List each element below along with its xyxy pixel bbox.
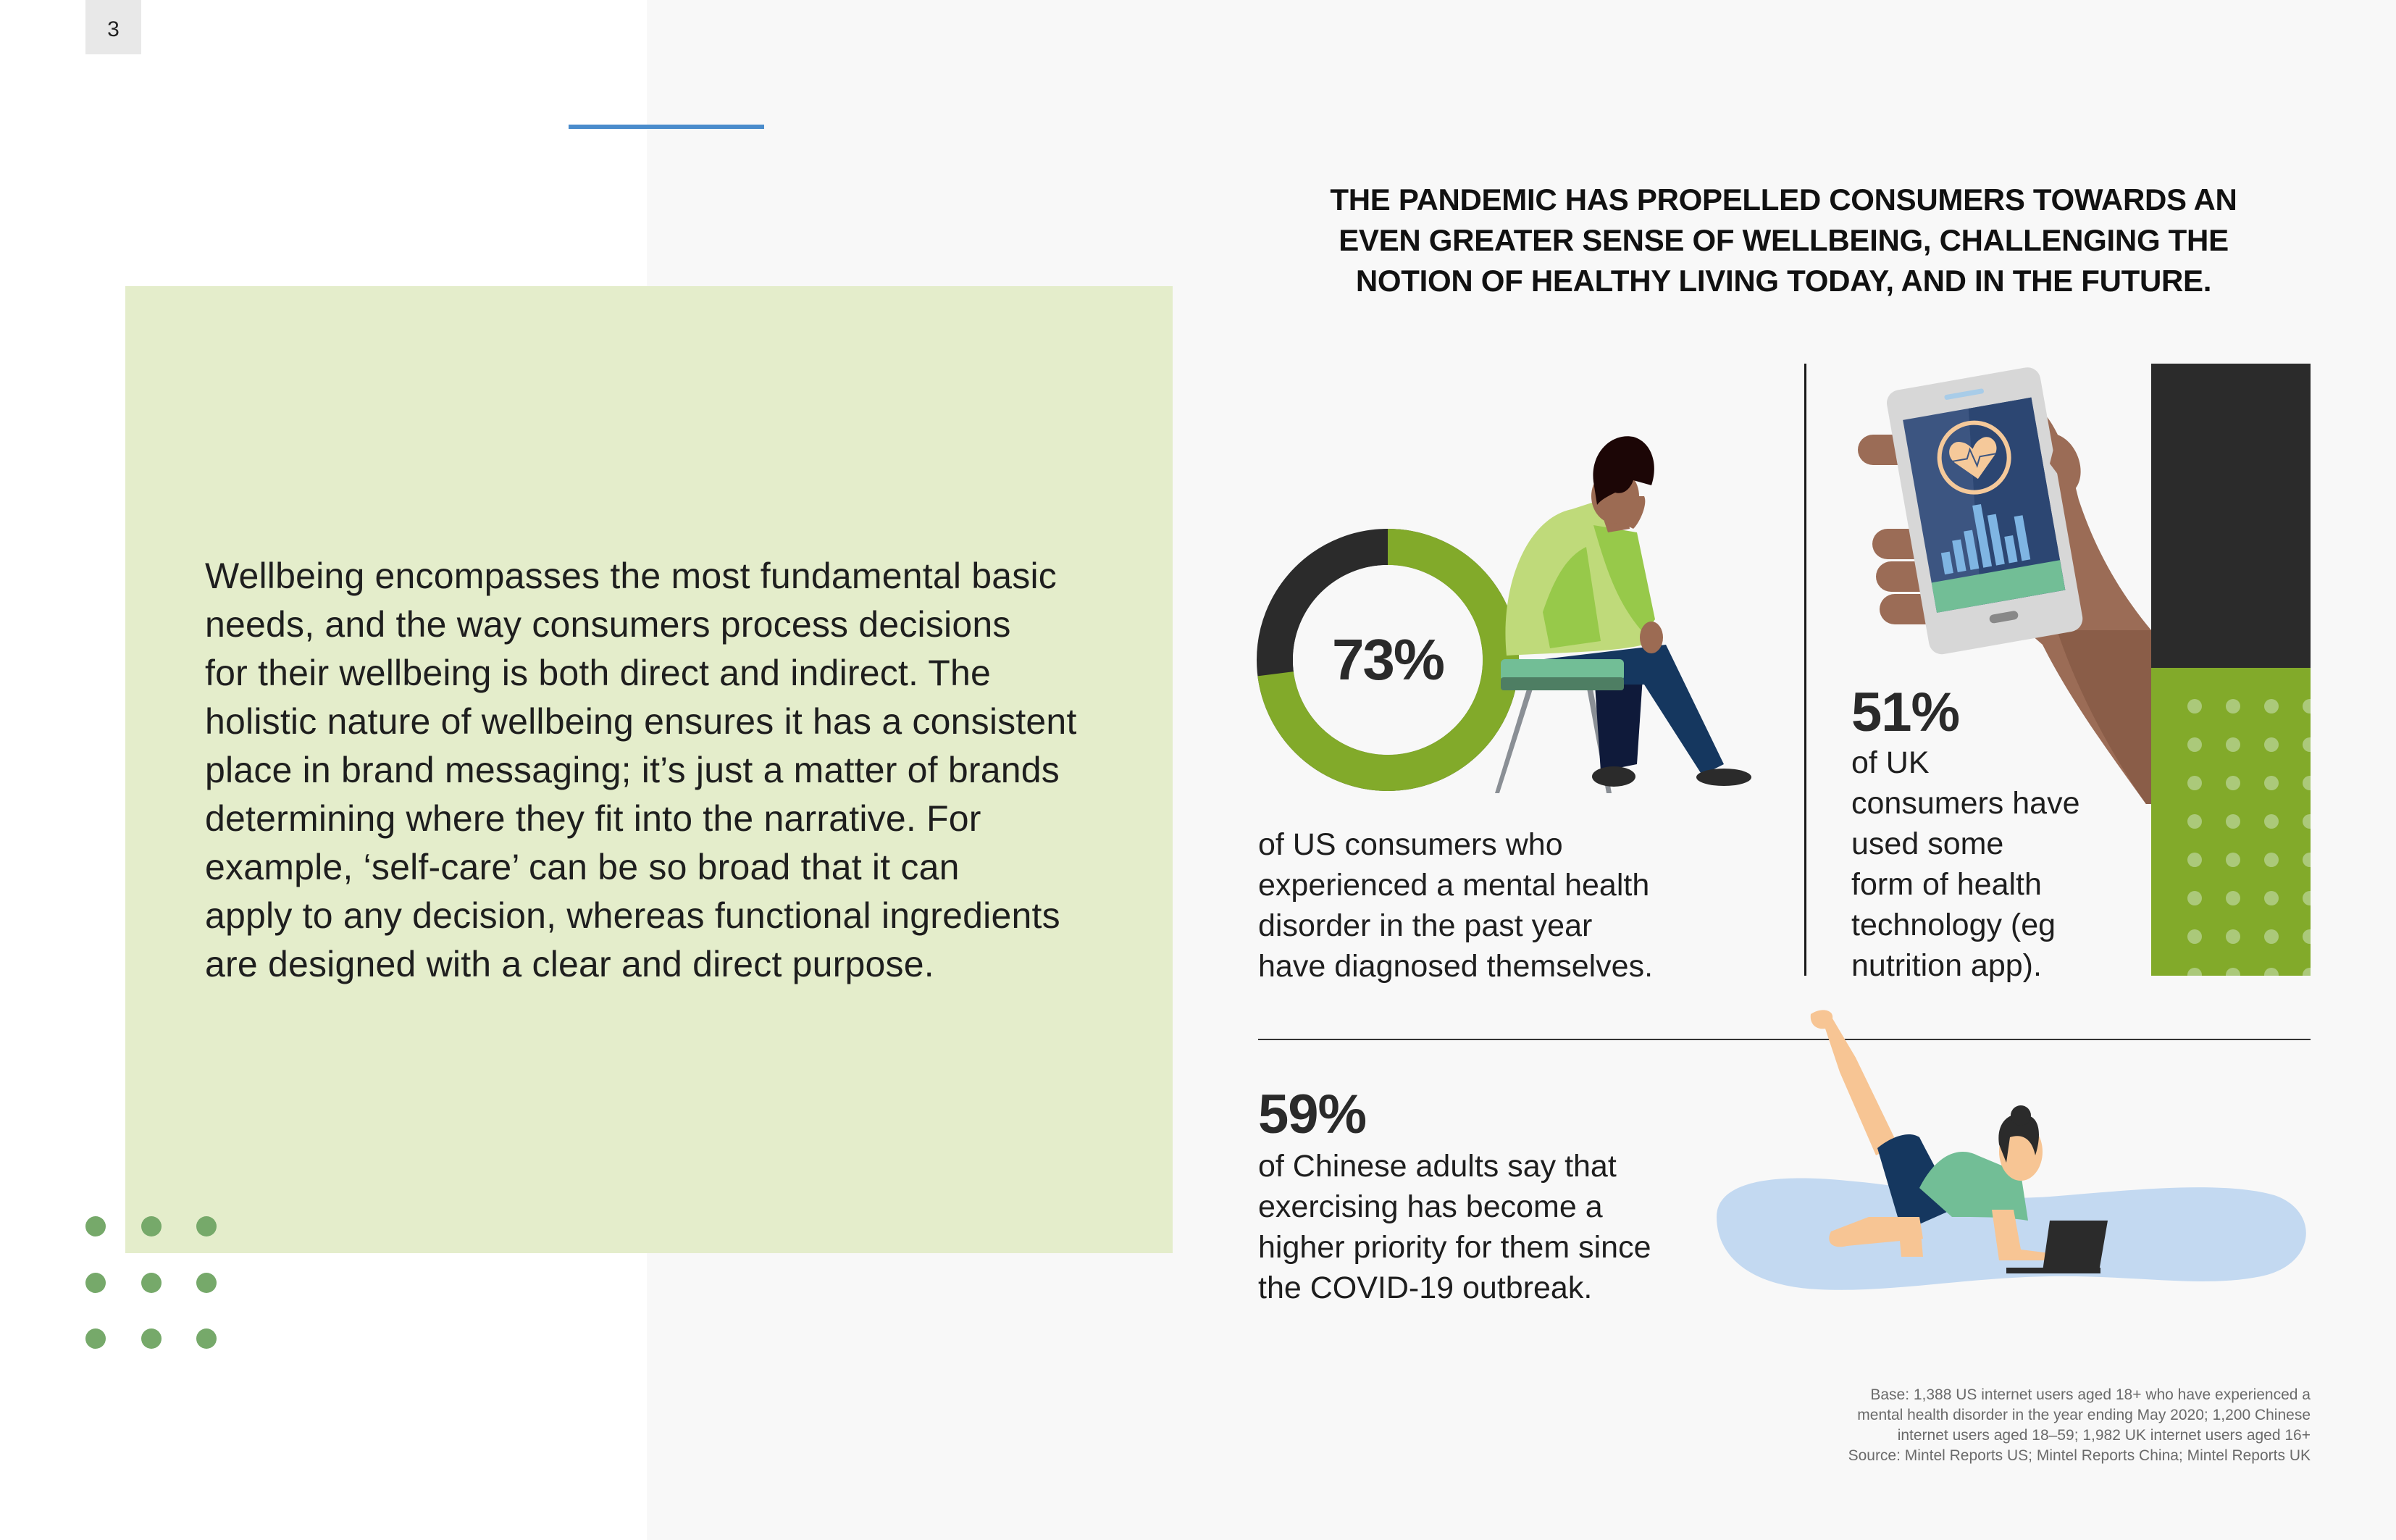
footnote-line: internet users aged 18–59; 1,982 UK internet users aged 16+ (1897, 1427, 2311, 1444)
intro-line: apply to any decision, whereas functional ingredients (205, 895, 1060, 936)
intro-line: Wellbeing encompasses the most fundamental basic (205, 556, 1057, 596)
woman-exercising-illustration (1702, 1000, 2318, 1304)
caption-line: of Chinese adults say that (1258, 1149, 1617, 1184)
caption-line: higher priority for them since (1258, 1230, 1651, 1265)
caption-line: of UK (1851, 745, 1930, 780)
stat-us-caption (1258, 824, 1653, 987)
intro-paragraph (205, 552, 1147, 989)
caption-line: nutrition app). (1851, 948, 2042, 983)
sitting-person-illustration (1485, 424, 1775, 793)
footnote-line: mental health disorder in the year ending May 2020; 1,200 Chinese (1857, 1407, 2311, 1423)
caption-line: technology (eg (1851, 908, 2056, 942)
page-number (85, 0, 141, 54)
footnote-line: Base: 1,388 US internet users aged 18+ who have experienced a (1870, 1386, 2311, 1403)
headline-line: NOTION OF HEALTHY LIVING TODAY, AND IN THE FUTURE. (1355, 264, 2212, 298)
accent-rule (569, 125, 764, 129)
stat-china-value: 59% (1258, 1084, 1367, 1145)
green-dotted-panel (2151, 668, 2311, 976)
caption-line: used some (1851, 827, 2004, 861)
intro-line: holistic nature of wellbeing ensures it has a consistent (205, 701, 1077, 742)
intro-line: are designed with a clear and direct purpose. (205, 944, 934, 984)
caption-line: form of health (1851, 867, 2042, 902)
decorative-dot-grid (85, 1216, 230, 1361)
vertical-divider (1804, 364, 1806, 976)
intro-line: place in brand messaging; it’s just a matter of brands (205, 750, 1060, 790)
headline-line: THE PANDEMIC HAS PROPELLED CONSUMERS TOWARDS AN (1330, 183, 2237, 217)
source-footnote (1738, 1385, 2311, 1466)
stat-uk-value: 51% (1851, 682, 1960, 743)
headline-line: EVEN GREATER SENSE OF WELLBEING, CHALLENGING THE (1339, 223, 2229, 257)
stat-us-value: 73% (1331, 627, 1444, 692)
caption-line: of US consumers who (1258, 827, 1563, 862)
caption-line: have diagnosed themselves. (1258, 949, 1654, 984)
stat-uk-caption (1851, 742, 2080, 986)
caption-line: consumers have (1851, 786, 2080, 821)
caption-line: experienced a mental health (1258, 868, 1650, 903)
intro-line: needs, and the way consumers process decisions (205, 604, 1011, 645)
intro-line: for their wellbeing is both direct and indirect. The (205, 653, 992, 693)
caption-line: the COVID-19 outbreak. (1258, 1271, 1593, 1305)
page-number-text: 3 (107, 17, 120, 41)
headline (1275, 180, 2292, 301)
footnote-line: Source: Mintel Reports US; Mintel Reports China; Mintel Reports UK (1848, 1447, 2311, 1464)
caption-line: exercising has become a (1258, 1189, 1603, 1224)
caption-line: disorder in the past year (1258, 908, 1593, 943)
intro-line: example, ‘self-care’ can be so broad that it can (205, 847, 960, 887)
dark-panel (2151, 364, 2311, 668)
stat-china-caption (1258, 1146, 1651, 1308)
intro-line: determining where they fit into the narrative. For (205, 798, 981, 839)
